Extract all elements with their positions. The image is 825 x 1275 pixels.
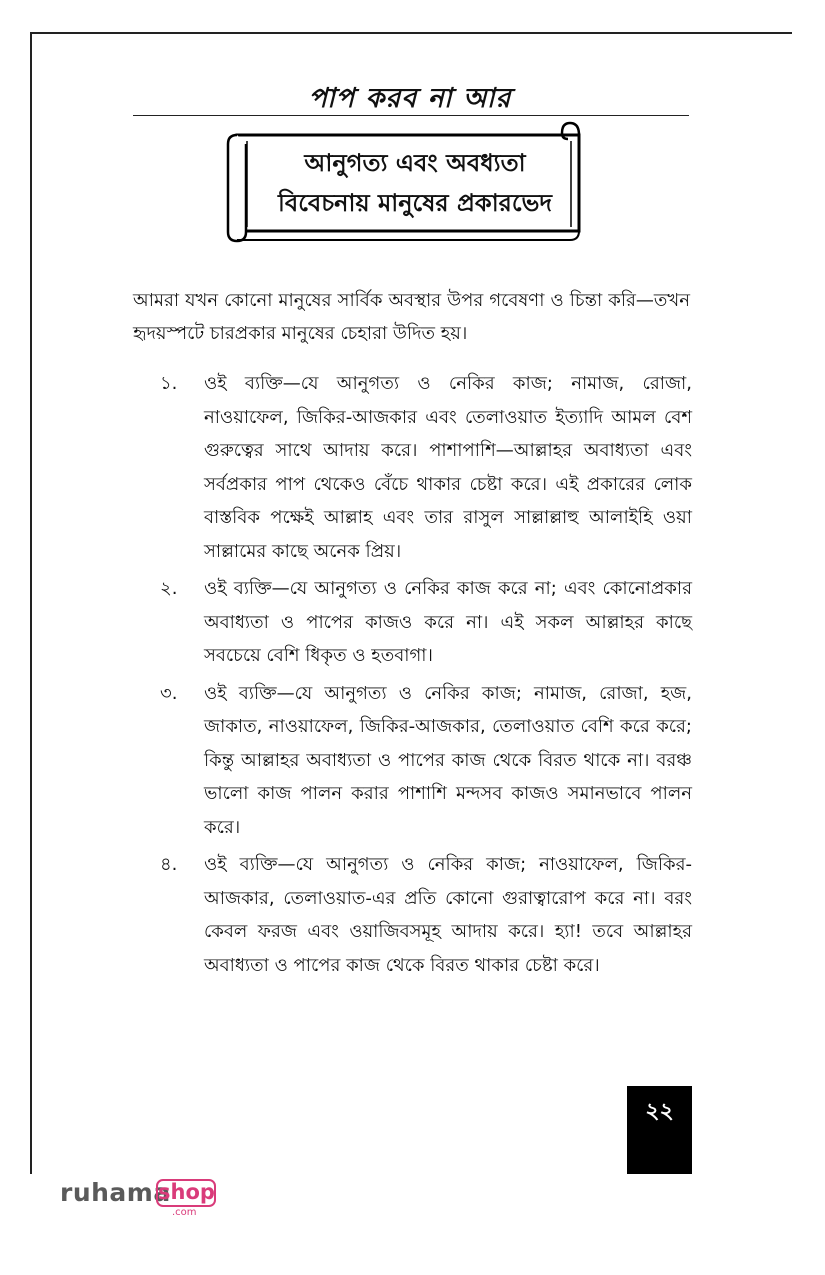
running-head: পাপ করব না আর xyxy=(308,83,512,114)
list-item-text: ওই ব্যক্তি—যে আনুগত্য ও নেকির কাজ; নাওয়াফেল, জিকির-আজকার, তেলাওয়াত-এর প্রতি কোনো গুরাত্বারোপ করে না। বরং কেবল ফরজ এবং ওয়াজিবসমূহ আদায় করে। হ্যা! তবে আল্লাহর অবাধ্যতা ও পাপের কাজ থেকে বিরত থাকার চেষ্টা করে। xyxy=(204,854,692,976)
intro-paragraph: আমরা যখন কোনো মানুষের সার্বিক অবস্থার উপর গবেষণা ও চিন্তা করি—তখন হৃদয়স্পটে চারপ্রকার মানুষের চেহারা উদিত হয়। xyxy=(133,290,690,344)
list-item-number: ৩. xyxy=(160,682,178,704)
watermark-brand: ruhama xyxy=(60,1178,171,1207)
chapter-title-line-2: বিবেচনায় মানুষের প্রকারভেদ xyxy=(277,189,552,217)
list-item xyxy=(160,677,692,845)
list-item-number: ৪. xyxy=(160,854,178,875)
chapter-title-line-1: আনুগত্য এবং অবধ্যতা xyxy=(304,149,526,177)
watermark-domain: .com xyxy=(172,1207,197,1218)
page-border-left xyxy=(30,32,32,1174)
list-item xyxy=(160,572,692,673)
watermark-shop-badge: shop xyxy=(156,1179,216,1207)
list-item-text: ওই ব্যক্তি—যে আনুগত্য ও নেকির কাজ; নামাজ, রোজা, নাওয়াফেল, জিকির-আজকার এবং তেলাওয়াত ইত্যাদি আমল বেশ গুরুত্বের সাথে আদায় করে। পাশাপাশি—আল্লাহর অবাধ্যতা এবং সর্বপ্রকার পাপ থেকেও বেঁচে থাকার চেষ্টা করে। এই প্রকারের লোক বাস্তবিক পক্ষেই আল্লাহ এবং তার রাসুল সাল্লাল্লাহু আলাইহি ওয়া সাল্লামের কাছে অনেক প্রিয়। xyxy=(204,373,692,562)
page-number-tab xyxy=(627,1086,692,1174)
types-list xyxy=(160,367,692,986)
list-item xyxy=(160,848,692,982)
list-item-text: ওই ব্যক্তি—যে আনুগত্য ও নেকির কাজ করে না; এবং কোনোপ্রকার অবাধ্যতা ও পাপের কাজও করে না। এই সকল আল্লাহর কাছে সবচেয়ে বেশি ধিকৃত ও হতবাগা। xyxy=(204,578,692,666)
list-item-number: ১. xyxy=(160,373,178,394)
page-border-top xyxy=(30,32,792,34)
list-item xyxy=(160,367,692,568)
list-item-text: ওই ব্যক্তি—যে আনুগত্য ও নেকির কাজ; নামাজ, রোজা, হজ, জাকাত, নাওয়াফেল, জিকির-আজকার, তেলাওয়াত বেশি করে করে; কিন্তু আল্লাহর অবাধ্যতা ও পাপের কাজ থেকে বিরত থাকে না। বরঞ্চ ভালো কাজ পালন করার পাশাশি মন্দসব কাজও সমানভাবে পালন করে। xyxy=(204,682,692,838)
list-item-number: ২. xyxy=(160,578,178,599)
page-number: ২২ xyxy=(645,1099,674,1124)
chapter-title xyxy=(252,143,578,223)
